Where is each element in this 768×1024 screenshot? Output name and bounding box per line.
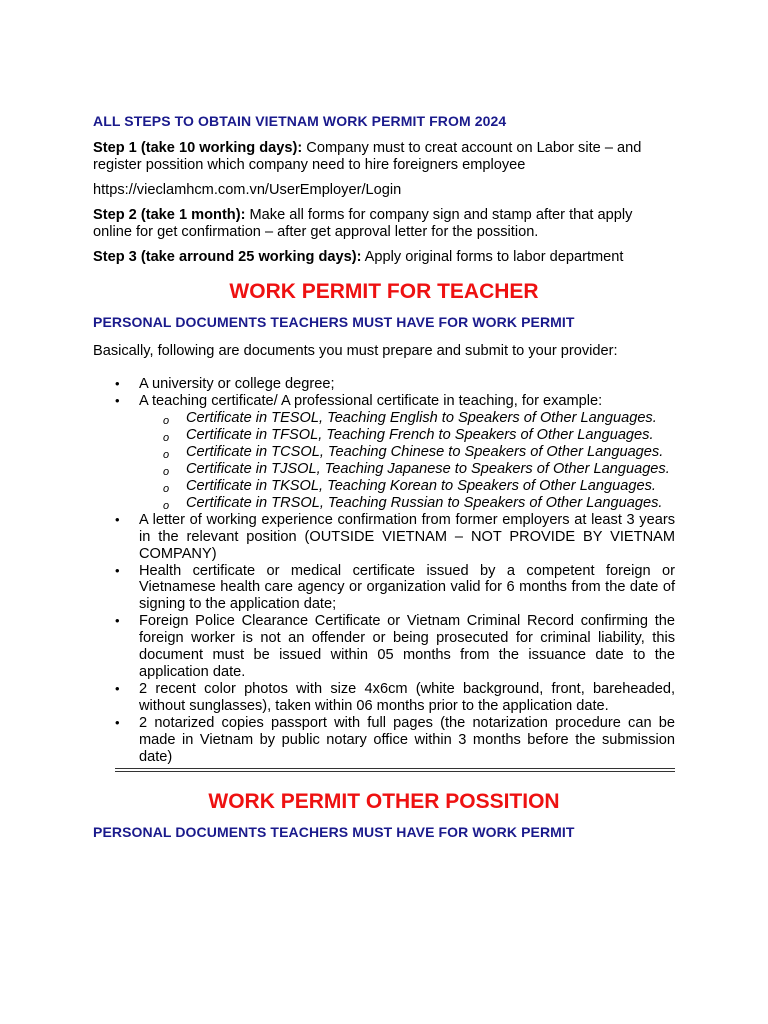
certificate-item: [139, 444, 675, 461]
list-item: [93, 563, 675, 614]
documents-list: [93, 376, 675, 765]
list-item: [93, 613, 675, 681]
circle-bullet-icon: o: [163, 482, 170, 495]
list-item-text: A letter of working experience confirmation from former employers at least 3 years in the relevant position (OUTSIDE VIETNAM – NOT PROVIDE BY VIETNAM COMPANY): [139, 511, 675, 562]
bullet-icon: •: [115, 714, 120, 730]
bullet-icon: •: [115, 392, 120, 408]
certificate-item: [139, 495, 675, 512]
list-item: [93, 512, 675, 563]
certificate-list: [139, 410, 675, 512]
certificate-text: Certificate in TFSOL, Teaching French to Speakers of Other Languages.: [186, 426, 654, 443]
steps-heading: ALL STEPS TO OBTAIN VIETNAM WORK PERMIT FROM 2024: [93, 113, 507, 129]
circle-bullet-icon: o: [163, 414, 170, 427]
circle-bullet-icon: o: [163, 499, 170, 512]
bullet-icon: •: [115, 680, 120, 696]
list-item-text: 2 notarized copies passport with full pages (the notarization procedure can be made in Vietnam by public notary office within 3 months before the submission date): [139, 714, 675, 765]
step-3: [93, 249, 675, 266]
bullet-icon: •: [115, 511, 120, 527]
documents-subheading-2: PERSONAL DOCUMENTS TEACHERS MUST HAVE FOR WORK PERMIT: [93, 824, 575, 841]
step-3-text: Apply original forms to labor department: [361, 249, 624, 265]
circle-bullet-icon: o: [163, 448, 170, 461]
certificate-item: [139, 427, 675, 444]
step-1: [93, 140, 675, 174]
intro-paragraph: Basically, following are documents you must prepare and submit to your provider:: [93, 343, 618, 359]
document-page: [93, 113, 675, 853]
list-item-text: A teaching certificate/ A professional certificate in teaching, for example:: [139, 392, 603, 409]
list-item: [93, 393, 675, 512]
step-1-text: Company must to creat account on Labor site – and register possition which company need to hire foreigners employee: [93, 140, 642, 173]
circle-bullet-icon: o: [163, 465, 170, 478]
certificate-item: [139, 410, 675, 427]
teacher-title: WORK PERMIT FOR TEACHER: [229, 280, 539, 303]
step-2-text: Make all forms for company sign and stamp after that apply online for get confirmation – after get approval letter for the possition.: [93, 207, 633, 240]
list-item: [93, 715, 675, 766]
bullet-icon: •: [115, 613, 120, 629]
certificate-text: Certificate in TESOL, Teaching English to Speakers of Other Languages.: [186, 409, 657, 426]
step-1-label: Step 1 (take 10 working days):: [93, 140, 303, 156]
list-item: [93, 681, 675, 715]
bullet-icon: •: [115, 376, 120, 391]
certificate-item: [139, 478, 675, 495]
step-2: [93, 207, 675, 241]
certificate-text: Certificate in TKSOL, Teaching Korean to Speakers of Other Languages.: [186, 477, 656, 494]
certificate-text: Certificate in TRSOL, Teaching Russian to Speakers of Other Languages.: [186, 494, 663, 511]
list-item-text: A university or college degree;: [139, 376, 335, 392]
documents-subheading: PERSONAL DOCUMENTS TEACHERS MUST HAVE FOR WORK PERMIT: [93, 314, 575, 330]
certificate-text: Certificate in TJSOL, Teaching Japanese to Speakers of Other Languages.: [186, 460, 670, 477]
list-item-text: 2 recent color photos with size 4x6cm (white background, front, bareheaded, without sunglasses), taken within 06 months prior to the application date.: [139, 680, 675, 714]
other-position-title: WORK PERMIT OTHER POSSITION: [208, 790, 560, 814]
step-3-label: Step 3 (take arround 25 working days):: [93, 249, 362, 265]
labor-site-url[interactable]: https://vieclamhcm.com.vn/UserEmployer/Login: [93, 182, 402, 198]
certificate-item: [139, 461, 675, 478]
certificate-text: Certificate in TCSOL, Teaching Chinese to Speakers of Other Languages.: [186, 443, 664, 460]
list-item: [93, 376, 675, 393]
section-divider: [115, 768, 675, 772]
step-2-label: Step 2 (take 1 month):: [93, 207, 246, 223]
list-item-text: Health certificate or medical certificate issued by a competent foreign or Vietnamese health care agency or organization valid for 6 months from the date of signing to the application date;: [139, 562, 675, 613]
list-item-text: Foreign Police Clearance Certificate or Vietnam Criminal Record confirming the foreign worker is not an offender or being prosecuted for criminal liability, this document must be issued within 05 months from the issuance date to the application date.: [139, 613, 675, 680]
bullet-icon: •: [115, 562, 120, 578]
circle-bullet-icon: o: [163, 431, 170, 444]
